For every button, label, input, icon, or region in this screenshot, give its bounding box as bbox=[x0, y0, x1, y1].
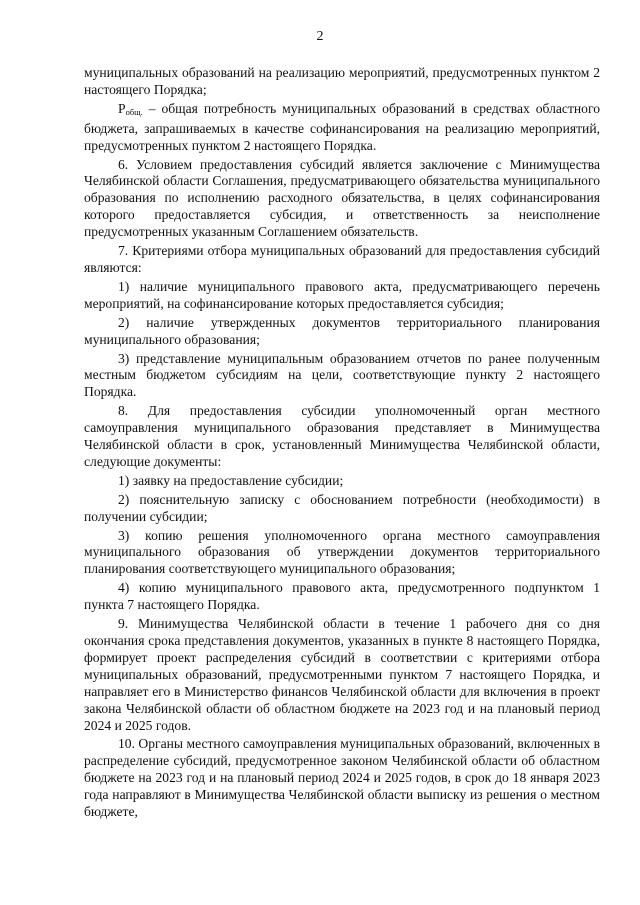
formula-subscript: общ. bbox=[125, 106, 143, 117]
document-body bbox=[84, 65, 600, 821]
paragraph-item-6: 6. Условием предоставления субсидий является заключение с Минимущества Челябинской области Соглашения, предусматривающего обязательства муниципального образования по исполнению расходного обязательства, в целях софинансирования которого предоставляется субсидия, и ответственность за неисполнение предусмотренных указанным Соглашением обязательств. bbox=[84, 156, 600, 240]
paragraph-item-7-2: 2) наличие утвержденных документов территориального планирования муниципального образования; bbox=[84, 314, 600, 347]
paragraph-item-8: 8. Для предоставления субсидии уполномоченный орган местного самоуправления муниципального образования представляет в Минимущества Челябинской области в срок, установленный Минимущества Челябинской области, следующие документы: bbox=[84, 403, 600, 469]
paragraph-item-8-3: 3) копию решения уполномоченного органа местного самоуправления муниципального образования об утверждении документов территориального планирования соответствующего муниципального образования; bbox=[84, 527, 600, 577]
paragraph-item-10: 10. Органы местного самоуправления муниципальных образований, включенных в распределение субсидий, предусмотренное законом Челябинской области об областном бюджете на 2023 год и на плановый период 2024 и 2025 годов, в срок до 18 января 2023 года направляют в Минимущества Челябинской области выписку из решения о местном бюджете, bbox=[84, 736, 600, 820]
formula-symbol: P bbox=[118, 100, 126, 116]
paragraph-item-9: 9. Минимущества Челябинской области в течение 1 рабочего дня со дня окончания срока представления документов, указанных в пункте 8 настоящего Порядка, формирует проект распределения субсидий в соответствии с критериями отбора муниципальных образований, предусмотренными пунктом 7 настоящего Порядка, и направляет его в Министерство финансов Челябинской области для включения в проект закона Челябинской области об областном бюджете на 2023 год и на плановый период 2024 и 2025 годов. bbox=[84, 616, 600, 733]
formula-definition-text: – общая потребность муниципальных образований в средствах областного бюджета, запрашиваемых в качестве софинансирования на реализацию мероприятий, предусмотренных пунктом 2 настоящего Порядка. bbox=[84, 100, 601, 153]
paragraph-item-8-2: 2) пояснительную записку с обоснованием потребности (необходимости) в получении субсидии; bbox=[84, 491, 600, 524]
paragraph-formula-definition bbox=[84, 101, 600, 155]
paragraph-item-7-1: 1) наличие муниципального правового акта, предусматривающего перечень мероприятий, на софинансирование которых предоставляется субсидия; bbox=[84, 278, 600, 311]
page-number: 2 bbox=[316, 29, 324, 44]
paragraph-item-7-3: 3) представление муниципальным образованием отчетов по ранее полученным местным бюджетом субсидиям на цели, соответствующие пункту 2 настоящего Порядка. bbox=[84, 350, 600, 400]
paragraph-item-8-1: 1) заявку на предоставление субсидии; bbox=[118, 472, 344, 488]
paragraph-continuation: муниципальных образований на реализацию мероприятий, предусмотренных пунктом 2 настоящего Порядка; bbox=[84, 65, 600, 97]
paragraph-item-8-4: 4) копию муниципального правового акта, предусмотренного подпунктом 1 пункта 7 настоящего Порядка. bbox=[84, 580, 600, 613]
paragraph-item-7: 7. Критериями отбора муниципальных образований для предоставления субсидий являются: bbox=[84, 243, 600, 275]
